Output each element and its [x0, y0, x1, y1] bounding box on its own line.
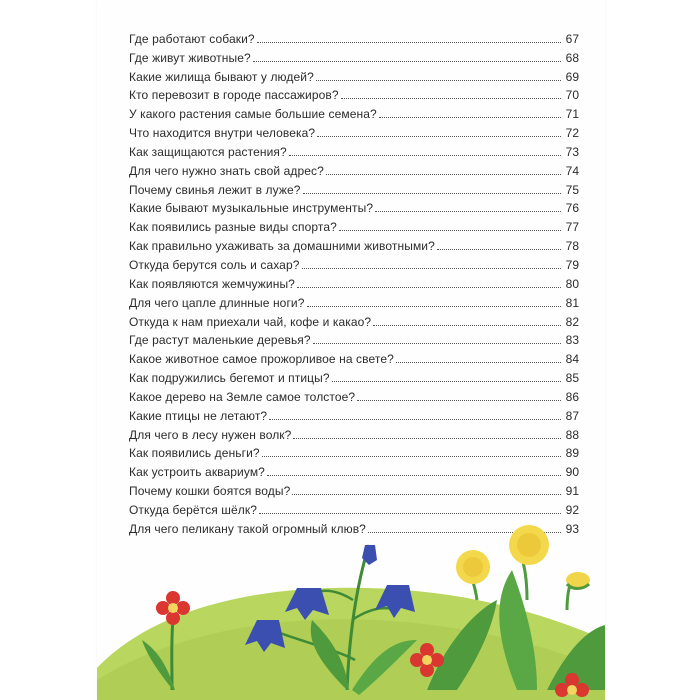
toc-dot-leader — [317, 136, 561, 137]
toc-entry-title: Где растут маленькие деревья? — [129, 333, 311, 348]
grass-hill — [97, 588, 605, 700]
toc-dot-leader — [303, 193, 562, 194]
toc-entry-title: Для чего цапле длинные ноги? — [129, 295, 305, 310]
toc-entry-page-number: 81 — [565, 295, 579, 310]
toc-entry-title: Какие птицы не летают? — [129, 408, 268, 423]
toc-entry-page-number: 69 — [565, 69, 579, 84]
toc-entry-title: Как подружились бегемот и птицы? — [129, 371, 330, 386]
toc-entry-page-number: 84 — [565, 352, 579, 367]
toc-entry-page-number: 71 — [565, 107, 579, 122]
book-page — [97, 0, 605, 700]
toc-entry — [129, 310, 579, 329]
toc-dot-leader — [253, 61, 561, 62]
red-flower-icon — [410, 643, 444, 677]
toc-dot-leader — [341, 98, 561, 99]
toc-dot-leader — [269, 419, 561, 420]
toc-entry-page-number: 92 — [565, 502, 579, 517]
toc-entry-title: Как появились деньги? — [129, 446, 260, 461]
toc-dot-leader — [307, 306, 561, 307]
toc-dot-leader — [375, 211, 561, 212]
toc-entry — [129, 102, 579, 121]
toc-entry — [129, 366, 579, 385]
toc-dot-leader — [396, 362, 561, 363]
toc-entry-page-number: 76 — [565, 201, 579, 216]
toc-entry-title: Как появились разные виды спорта? — [129, 220, 337, 235]
toc-entry-page-number: 68 — [565, 50, 579, 65]
toc-entry-page-number: 79 — [565, 257, 579, 272]
toc-dot-leader — [289, 155, 561, 156]
toc-entry-page-number: 86 — [565, 389, 579, 404]
toc-entry — [129, 347, 579, 366]
toc-dot-leader — [437, 249, 561, 250]
toc-entry-title: Почему кошки боятся воды? — [129, 484, 291, 499]
toc-dot-leader — [313, 343, 561, 344]
toc-entry-page-number: 77 — [565, 220, 579, 235]
toc-entry-title: У какого растения самые большие семена? — [129, 107, 377, 122]
toc-entry — [129, 178, 579, 197]
toc-entry-title: Какие бывают музыкальные инструменты? — [129, 201, 374, 216]
toc-entry-title: Для чего пеликану такой огромный клюв? — [129, 521, 366, 536]
toc-dot-leader — [357, 400, 561, 401]
toc-entry — [129, 498, 579, 517]
toc-entry-title: Какие жилища бывают у людей? — [129, 69, 314, 84]
toc-entry — [129, 197, 579, 216]
toc-entry — [129, 442, 579, 461]
toc-entry — [129, 27, 579, 46]
toc-entry-title: Какое дерево на Земле самое толстое? — [129, 389, 356, 404]
toc-entry — [129, 234, 579, 253]
toc-entry — [129, 84, 579, 103]
toc-entry-page-number: 83 — [565, 333, 579, 348]
toc-dot-leader — [379, 117, 561, 118]
toc-entry-title: Кто перевозит в городе пассажиров? — [129, 88, 339, 103]
toc-entry-title: Откуда берутся соль и сахар? — [129, 257, 300, 272]
table-of-contents — [129, 27, 579, 536]
toc-entry-page-number: 80 — [565, 276, 579, 291]
toc-entry-page-number: 75 — [565, 182, 579, 197]
toc-entry-title: Как устроить аквариум? — [129, 465, 265, 480]
toc-entry-page-number: 87 — [565, 408, 579, 423]
toc-entry — [129, 253, 579, 272]
toc-entry — [129, 272, 579, 291]
toc-entry-page-number: 74 — [565, 163, 579, 178]
blue-flower-icon — [285, 588, 329, 620]
toc-entry — [129, 404, 579, 423]
toc-entry-page-number: 88 — [565, 427, 579, 442]
toc-entry — [129, 46, 579, 65]
toc-dot-leader — [292, 494, 561, 495]
toc-entry-page-number: 82 — [565, 314, 579, 329]
toc-dot-leader — [257, 42, 561, 43]
toc-entry-title: Для чего нужно знать свой адрес? — [129, 163, 324, 178]
toc-entry — [129, 215, 579, 234]
toc-dot-leader — [368, 532, 561, 533]
toc-entry — [129, 140, 579, 159]
toc-entry — [129, 479, 579, 498]
toc-dot-leader — [326, 174, 561, 175]
toc-entry — [129, 121, 579, 140]
red-flower-icon — [555, 673, 589, 697]
toc-entry-title: Почему свинья лежит в луже? — [129, 182, 301, 197]
toc-entry-title: Как защищаются растения? — [129, 144, 287, 159]
yellow-flower-icon — [456, 550, 490, 584]
toc-entry-title: Как правильно ухаживать за домашними животными? — [129, 239, 435, 254]
toc-dot-leader — [316, 80, 561, 81]
toc-dot-leader — [293, 438, 561, 439]
toc-entry-page-number: 67 — [565, 31, 579, 46]
toc-dot-leader — [262, 456, 561, 457]
toc-entry-title: Какое животное самое прожорливое на свете? — [129, 352, 394, 367]
toc-entry-title: Как появляются жемчужины? — [129, 276, 295, 291]
blue-flower-icon — [375, 585, 415, 618]
toc-entry — [129, 291, 579, 310]
red-flower-icon — [156, 591, 190, 625]
toc-dot-leader — [297, 287, 561, 288]
toc-dot-leader — [259, 513, 561, 514]
toc-entry-page-number: 91 — [565, 484, 579, 499]
toc-entry — [129, 385, 579, 404]
toc-entry-page-number: 90 — [565, 465, 579, 480]
toc-entry — [129, 159, 579, 178]
toc-entry — [129, 517, 579, 536]
toc-entry-page-number: 78 — [565, 239, 579, 254]
toc-dot-leader — [373, 325, 561, 326]
toc-entry — [129, 65, 579, 84]
blue-bud-icon — [362, 545, 377, 565]
toc-entry — [129, 423, 579, 442]
yellow-bud-icon — [566, 572, 590, 589]
toc-entry-page-number: 93 — [565, 521, 579, 536]
toc-dot-leader — [332, 381, 561, 382]
toc-entry — [129, 460, 579, 479]
toc-dot-leader — [267, 475, 561, 476]
toc-entry-title: Откуда берётся шёлк? — [129, 502, 258, 517]
toc-entry-page-number: 72 — [565, 126, 579, 141]
toc-entry-page-number: 73 — [565, 144, 579, 159]
toc-dot-leader — [339, 230, 561, 231]
toc-entry-title: Для чего в лесу нужен волк? — [129, 427, 292, 442]
toc-entry-title: Где работают собаки? — [129, 31, 255, 46]
toc-entry-page-number: 89 — [565, 446, 579, 461]
toc-entry-title: Что находится внутри человека? — [129, 126, 316, 141]
toc-entry-title: Откуда к нам приехали чай, кофе и какао? — [129, 314, 372, 329]
toc-entry-page-number: 85 — [565, 371, 579, 386]
toc-dot-leader — [302, 268, 561, 269]
blue-flower-icon — [245, 620, 285, 652]
toc-entry — [129, 329, 579, 348]
toc-entry-title: Где живут животные? — [129, 50, 251, 65]
toc-entry-page-number: 70 — [565, 88, 579, 103]
